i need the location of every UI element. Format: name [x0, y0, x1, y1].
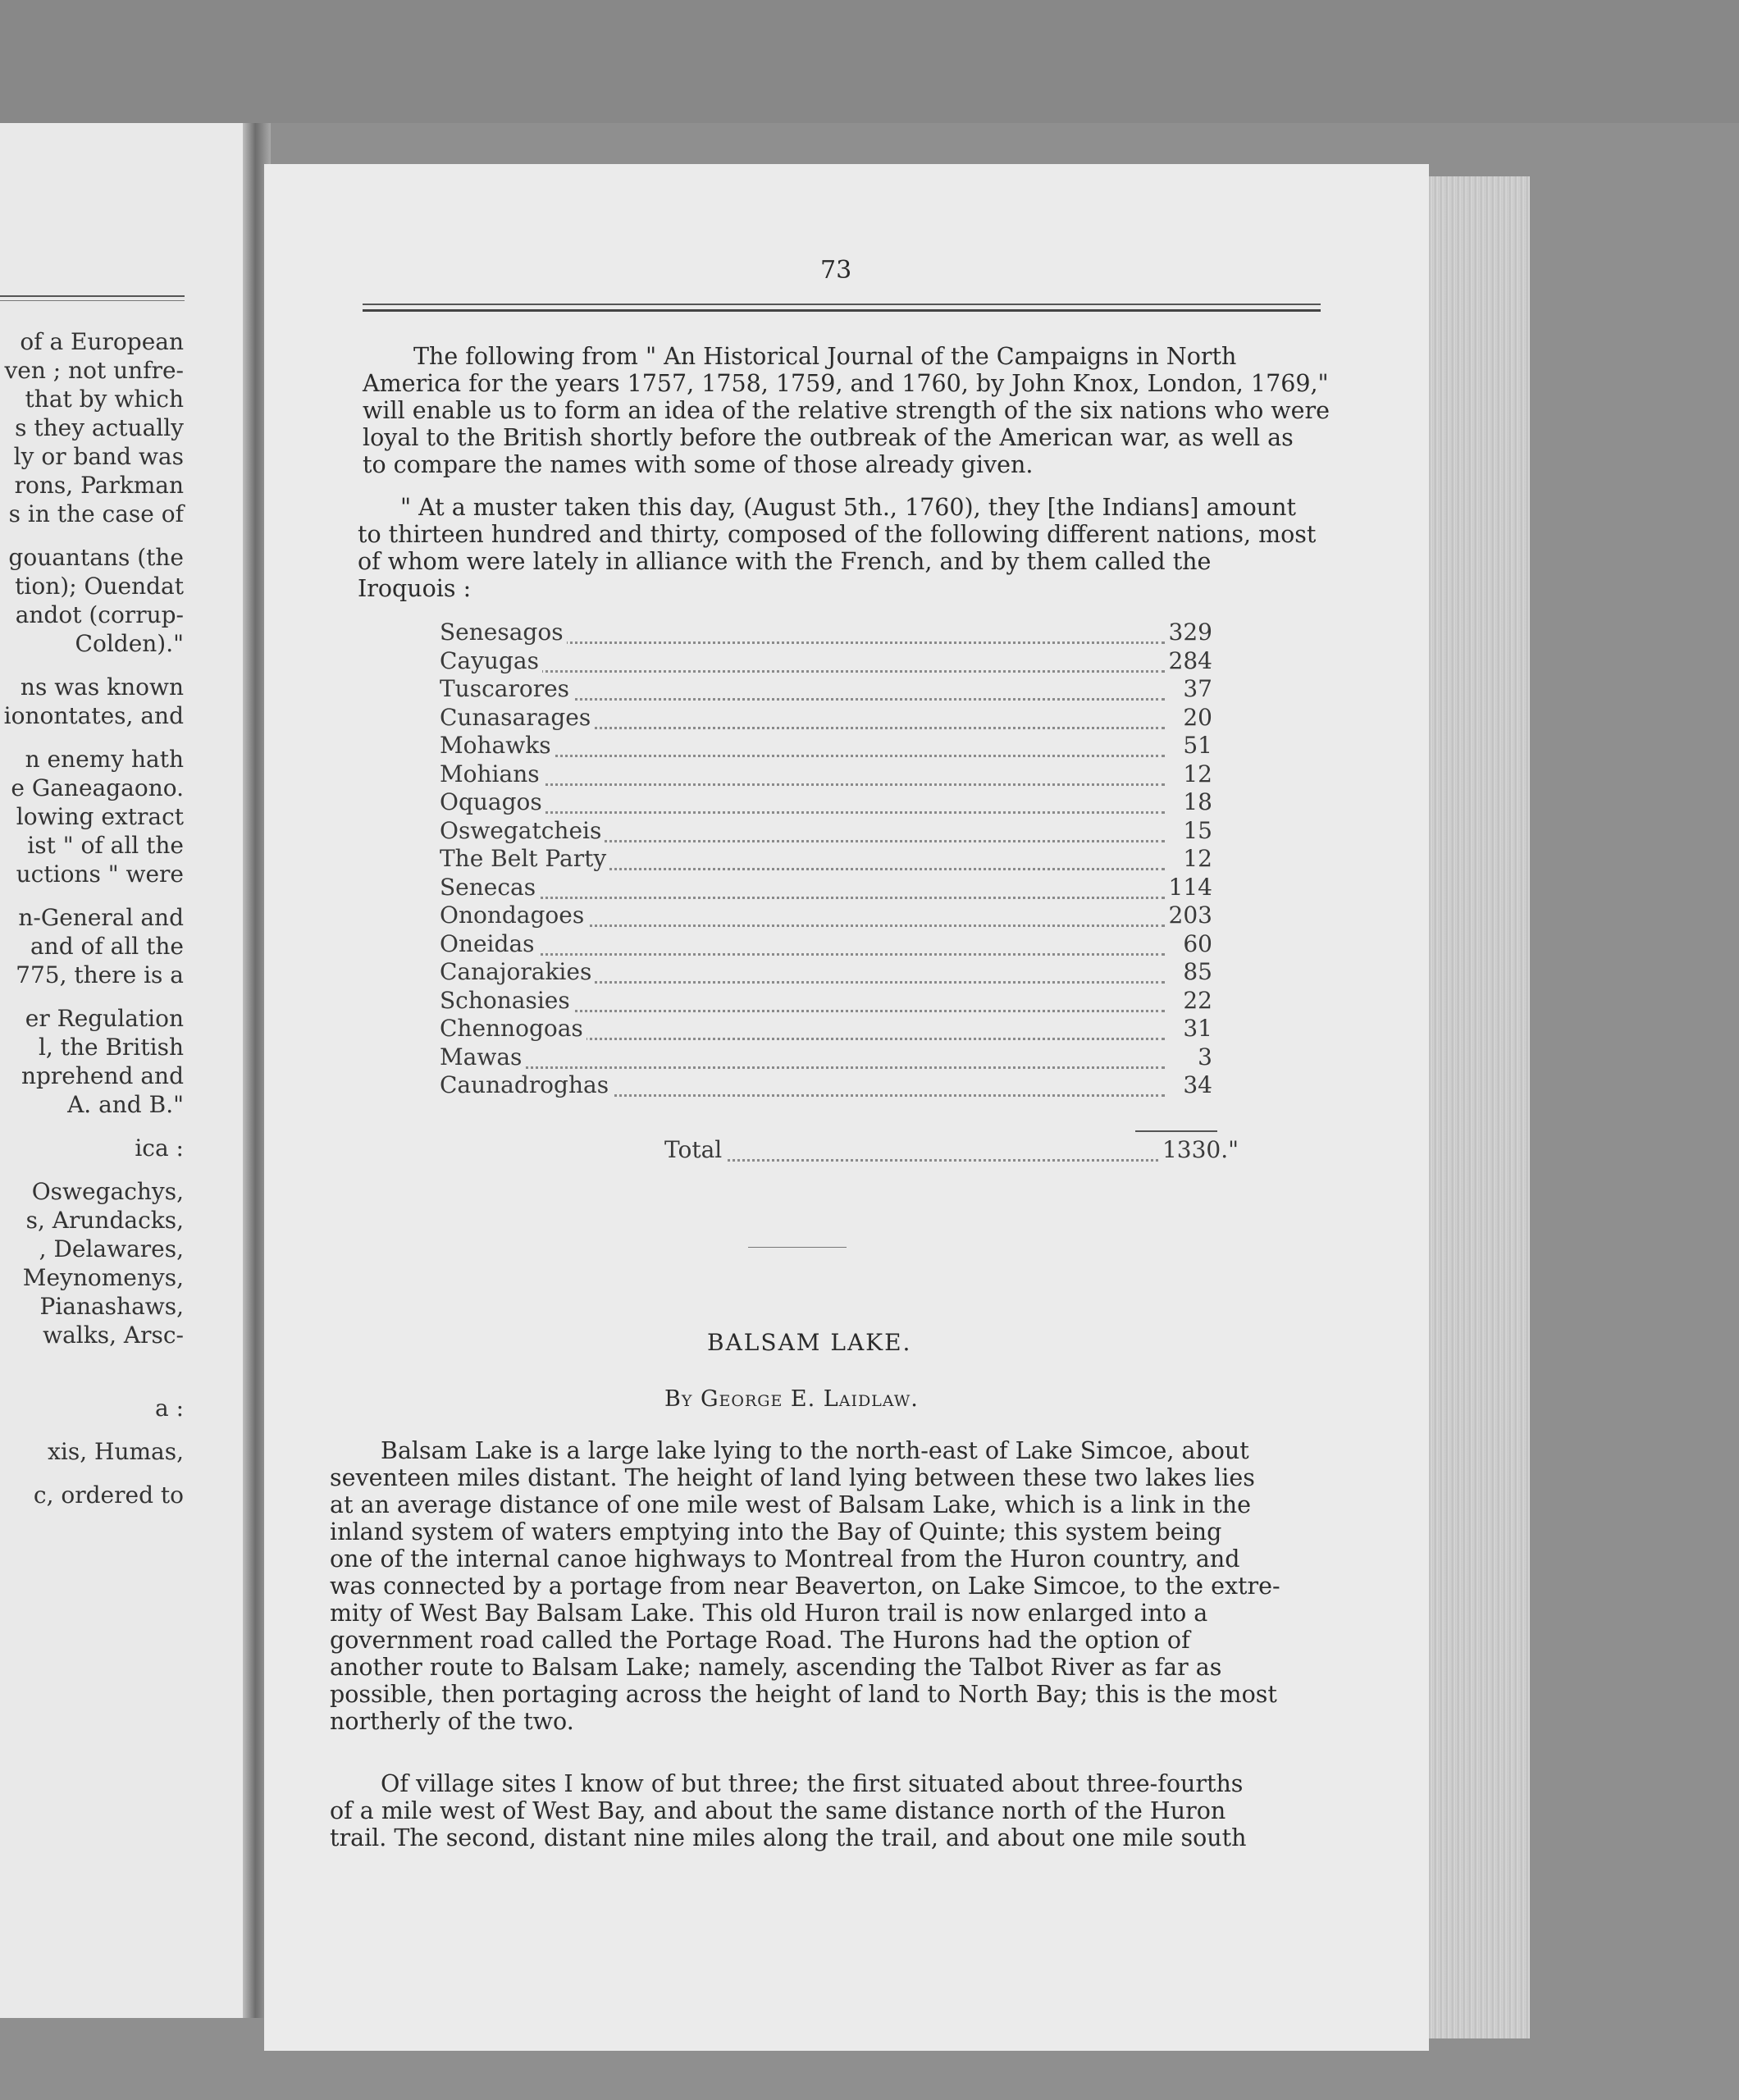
total-label: Total [664, 1136, 725, 1163]
nation-name: Oneidas [436, 930, 538, 957]
header-rule-thick [363, 309, 1321, 312]
intro-line: will enable us to form an idea of the relative strength of the six nations who were [363, 397, 1330, 424]
nation-count: 12 [1180, 845, 1216, 872]
nation-name: Mawas [436, 1043, 525, 1071]
nation-row [436, 675, 1216, 703]
nation-name: Senesagos [436, 619, 567, 646]
left-page-line: ist " of all the [27, 832, 184, 859]
nation-row [436, 1015, 1216, 1043]
nation-count: 37 [1180, 675, 1216, 702]
nation-count: 329 [1166, 619, 1216, 646]
left-page [0, 123, 256, 2018]
nation-name: Schonasies [436, 987, 573, 1014]
left-page-line: ly or band was [13, 443, 184, 470]
nation-count: 22 [1180, 987, 1216, 1014]
para1-line: one of the internal canoe highways to Montreal from the Huron country, and [330, 1545, 1240, 1573]
left-page-line: Meynomenys, [22, 1264, 184, 1291]
page-number: 73 [820, 256, 852, 285]
left-page-line: walks, Arsc- [43, 1322, 184, 1349]
left-page-line: 775, there is a [16, 961, 184, 988]
left-page-line: Colden)." [75, 630, 184, 657]
left-page-line: ica : [135, 1134, 184, 1162]
leader-dots [436, 877, 1165, 899]
nation-row [436, 1043, 1216, 1071]
nation-count: 31 [1180, 1015, 1216, 1042]
nation-name: Senecas [436, 874, 539, 901]
left-page-line: lowing extract [16, 803, 184, 830]
left-page-line: xis, Humas, [48, 1438, 184, 1465]
nation-row [436, 874, 1216, 902]
leader-dots [436, 934, 1165, 956]
intro-paragraph [363, 343, 1330, 478]
para1-line: Balsam Lake is a large lake lying to the north-east of Lake Simcoe, about [381, 1437, 1249, 1464]
leader-dots [436, 651, 1165, 673]
nation-count: 20 [1180, 704, 1216, 731]
quote-line: Iroquois : [358, 575, 472, 602]
body-paragraph-2 [330, 1770, 1314, 1851]
background-top [0, 0, 1739, 123]
left-page-line: andot (corrup- [15, 601, 184, 628]
left-page-line: er Regulation [25, 1005, 184, 1032]
nation-count: 284 [1166, 647, 1216, 674]
nation-row [436, 704, 1216, 732]
left-page-line: n enemy hath [25, 746, 184, 773]
para1-line: at an average distance of one mile west of Balsam Lake, which is a link in the [330, 1491, 1252, 1518]
body-paragraph-1 [330, 1437, 1314, 1735]
nation-row [436, 930, 1216, 958]
nation-row [436, 817, 1216, 845]
left-page-line: Pianashaws, [39, 1293, 184, 1320]
leader-dots [436, 792, 1165, 814]
nation-row [436, 902, 1216, 929]
para1-line: was connected by a portage from near Beaverton, on Lake Simcoe, to the extre- [330, 1573, 1280, 1600]
quote-line: to thirteen hundred and thirty, composed of the following different nations, most [358, 521, 1317, 548]
nation-count: 34 [1180, 1071, 1216, 1098]
para1-line: inland system of waters emptying into the Bay of Quinte; this system being [330, 1518, 1222, 1545]
nation-name: The Belt Party [436, 845, 609, 872]
left-page-line: s, Arundacks, [25, 1207, 184, 1234]
nation-name: Cayugas [436, 647, 542, 674]
para1-line: government road called the Portage Road. The Hurons had the option of [330, 1627, 1190, 1654]
nation-name: Tuscarores [436, 675, 573, 702]
nation-count: 18 [1180, 788, 1216, 815]
leader-dots [436, 1047, 1165, 1069]
left-page-line: a : [154, 1395, 184, 1422]
left-page-line: gouantans (the [8, 544, 184, 571]
left-page-line: tion); Ouendat [15, 573, 184, 600]
para1-line: mity of West Bay Balsam Lake. This old Huron trail is now enlarged into a [330, 1600, 1208, 1627]
nation-name: Chennogoas [436, 1015, 587, 1042]
nation-name: Mohawks [436, 732, 555, 759]
quote-paragraph [358, 494, 1322, 602]
left-page-line: e Ganeagaono. [11, 774, 184, 801]
left-page-line: c, ordered to [33, 1481, 184, 1509]
left-page-line: ionontates, and [3, 702, 184, 729]
nation-name: Oswegatcheis [436, 817, 605, 844]
right-page [264, 164, 1429, 2051]
total-leader-dots [664, 1139, 1173, 1162]
left-page-line: l, the British [38, 1034, 184, 1061]
left-page-line: Oswegachys, [31, 1178, 184, 1205]
left-page-line: ven ; not unfre- [4, 357, 184, 384]
nation-row [436, 732, 1216, 760]
total-rule [1135, 1130, 1217, 1132]
nation-row [436, 619, 1216, 646]
left-page-line: of a European [20, 328, 184, 355]
para1-line: possible, then portaging across the height of land to North Bay; this is the most [330, 1681, 1277, 1708]
nation-count: 114 [1166, 874, 1216, 901]
nation-name: Oquagos [436, 788, 545, 815]
left-page-line: and of all the [30, 933, 184, 960]
left-page-line: A. and B." [67, 1091, 184, 1118]
left-page-line: ns was known [20, 673, 184, 701]
total-value: 1330." [1159, 1136, 1239, 1163]
para2-line: trail. The second, distant nine miles along the trail, and about one mile south [330, 1824, 1247, 1851]
left-page-line: rons, Parkman [14, 472, 184, 499]
page-edges [1427, 176, 1530, 2038]
left-page-line: nprehend and [21, 1062, 184, 1089]
nation-row [436, 788, 1216, 816]
nation-row [436, 845, 1216, 873]
nation-name: Cunasarages [436, 704, 594, 731]
left-page-line: that by which [25, 386, 184, 413]
nation-count: 203 [1166, 902, 1216, 929]
nation-count: 85 [1180, 958, 1216, 985]
nation-count: 60 [1180, 930, 1216, 957]
left-header-rule [0, 295, 185, 297]
quote-line: of whom were lately in alliance with the French, and by them called the [358, 548, 1212, 575]
nation-row [436, 1071, 1216, 1099]
nation-name: Caunadroghas [436, 1071, 612, 1098]
left-page-line: n-General and [18, 904, 184, 931]
byline: By George E. Laidlaw. [664, 1386, 919, 1412]
nation-name: Mohians [436, 760, 543, 788]
left-page-line: , Delawares, [39, 1235, 184, 1262]
total-row [664, 1136, 1239, 1166]
intro-line: America for the years 1757, 1758, 1759, and 1760, by John Knox, London, 1769," [363, 370, 1329, 397]
section-divider [748, 1247, 847, 1248]
intro-line: The following from " An Historical Journal of the Campaigns in North [413, 343, 1237, 370]
nation-count: 15 [1180, 817, 1216, 844]
header-rule [363, 304, 1321, 305]
left-page-line: s they actually [15, 414, 184, 441]
intro-line: to compare the names with some of those already given. [363, 451, 1034, 478]
para1-line: another route to Balsam Lake; namely, ascending the Talbot River as far as [330, 1654, 1222, 1681]
leader-dots [436, 764, 1165, 786]
left-page-line: s in the case of [8, 500, 184, 527]
nation-row [436, 987, 1216, 1015]
article-title: BALSAM LAKE. [707, 1329, 912, 1356]
para1-line: northerly of the two. [330, 1708, 574, 1735]
nation-count: 51 [1180, 732, 1216, 759]
nation-name: Canajorakies [436, 958, 595, 985]
nation-row [436, 958, 1216, 986]
para2-line: Of village sites I know of but three; the first situated about three-fourths [381, 1770, 1244, 1797]
nation-row [436, 760, 1216, 788]
nation-count: 12 [1180, 760, 1216, 788]
left-page-line: uctions " were [16, 861, 184, 888]
nation-count: 3 [1194, 1043, 1216, 1071]
quote-line: " At a muster taken this day, (August 5th., 1760), they [the Indians] amount [400, 494, 1296, 521]
nation-row [436, 647, 1216, 675]
para1-line: seventeen miles distant. The height of land lying between these two lakes lies [330, 1464, 1255, 1491]
para2-line: of a mile west of West Bay, and about the same distance north of the Huron [330, 1797, 1226, 1824]
left-header-rule-thin [0, 300, 185, 301]
intro-line: loyal to the British shortly before the outbreak of the American war, as well as [363, 424, 1294, 451]
nation-name: Onondagoes [436, 902, 587, 929]
